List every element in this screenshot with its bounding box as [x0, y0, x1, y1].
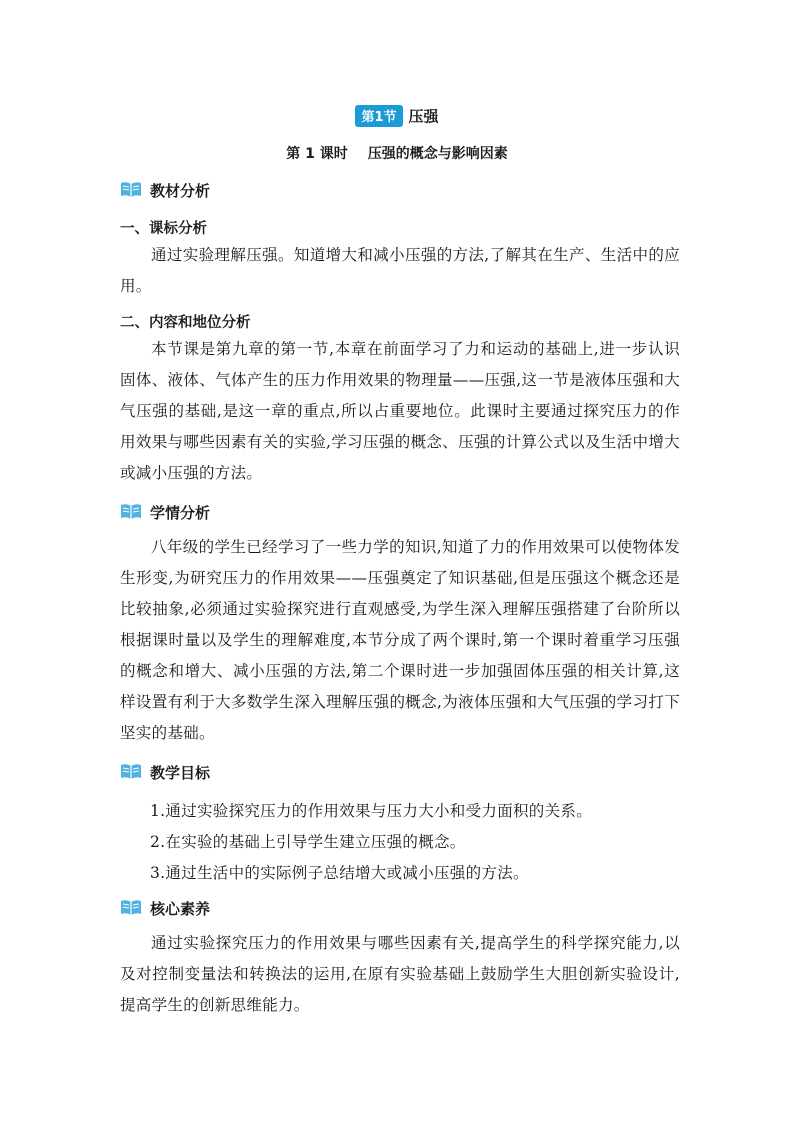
lesson-number: 第 1 课时 [286, 146, 348, 162]
section-badge: 第1节 [355, 105, 402, 127]
subheading-content-position: 二、内容和地位分析 [120, 315, 251, 331]
paragraph-core-literacy: 通过实验探究压力的作用效果与哪些因素有关,提高学生的科学探究能力,以及对控制变量法和转换法的运用,在原有实验基础上鼓励学生大胆创新实验设计,提高学生的创新思维能力。 [120, 934, 680, 1014]
paragraph-curriculum: 通过实验理解压强。知道增大和减小压强的方法,了解其在生产、生活中的应用。 [120, 246, 680, 295]
open-book-icon [120, 898, 142, 916]
lesson-title: 压强的概念与影响因素 [367, 146, 508, 162]
open-book-icon [120, 502, 142, 520]
paragraph-student-analysis: 八年级的学生已经学习了一些力学的知识,知道了力的作用效果可以使物体发生形变,为研究压力的作用效果——压强奠定了知识基础,但是压强这个概念还是比较抽象,必须通过实验探究进行直观感受,为学生深入理解压强搭建了台阶所以根据课时量以及学生的理解难度,本节分成了两个课时,第一个课时着重学习压强的概念和增大、减小压强的方法,第二个课时进一步加强固体压强的相关计算,这样设置有利于大多数学生深入理解压强的概念,为液体压强和大气压强的学习打下坚实的基础。 [120, 538, 680, 742]
open-book-icon [120, 762, 142, 780]
paragraph-content-position: 本节课是第九章的第一节,本章在前面学习了力和运动的基础上,进一步认识固体、液体、气体产生的压力作用效果的物理量——压强,这一节是液体压强和大气压强的基础,是这一章的重点,所以占重要地位。此课时主要通过探究压力的作用效果与哪些因素有关的实验,学习压强的概念、压强的计算公式以及生活中增大或减小压强的方法。 [120, 340, 680, 482]
goal-item-1: 1.通过实验探究压力的作用效果与压力大小和受力面积的关系。 [150, 802, 592, 820]
open-book-icon [120, 180, 142, 198]
goal-item-2: 2.在实验的基础上引导学生建立压强的概念。 [150, 833, 466, 851]
heading-core-literacy: 核心素养 [150, 900, 211, 918]
section-title-row [0, 105, 794, 127]
heading-student-analysis: 学情分析 [150, 504, 211, 522]
heading-teaching-goals: 教学目标 [150, 764, 211, 782]
lesson-subtitle [0, 143, 794, 163]
subheading-curriculum: 一、课标分析 [120, 221, 207, 237]
heading-material-analysis: 教材分析 [150, 182, 211, 200]
goal-item-3: 3.通过生活中的实际例子总结增大或减小压强的方法。 [150, 864, 529, 882]
section-title: 压强 [408, 107, 439, 126]
